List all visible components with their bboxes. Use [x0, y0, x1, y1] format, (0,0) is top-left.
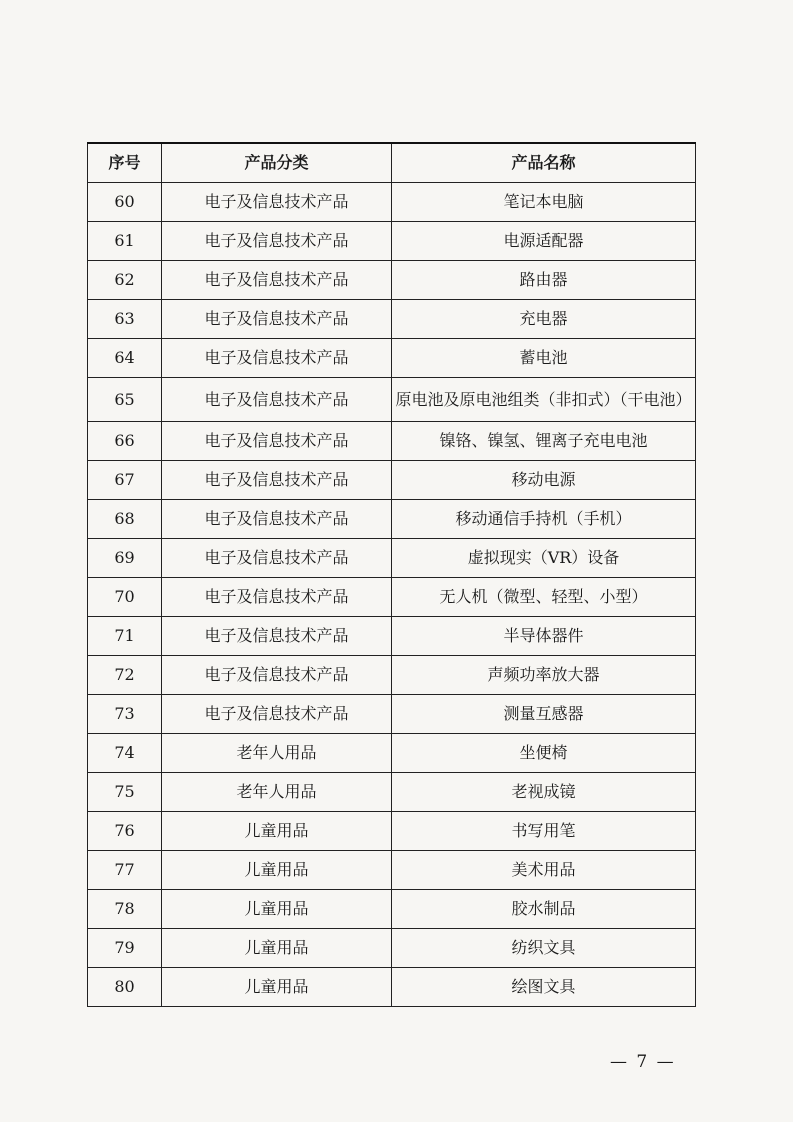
table-row	[88, 261, 696, 300]
cell-num: 63	[88, 300, 162, 339]
cell-category: 电子及信息技术产品	[162, 461, 392, 500]
cell-name: 老视成镜	[392, 773, 696, 812]
table-row	[88, 812, 696, 851]
table-row	[88, 890, 696, 929]
cell-name: 充电器	[392, 300, 696, 339]
cell-num: 66	[88, 422, 162, 461]
cell-num: 74	[88, 734, 162, 773]
cell-category: 电子及信息技术产品	[162, 578, 392, 617]
table-body	[88, 183, 696, 1007]
cell-category: 电子及信息技术产品	[162, 261, 392, 300]
cell-num: 62	[88, 261, 162, 300]
cell-category: 电子及信息技术产品	[162, 222, 392, 261]
table-row	[88, 378, 696, 422]
cell-num: 71	[88, 617, 162, 656]
table-row	[88, 339, 696, 378]
cell-name: 路由器	[392, 261, 696, 300]
cell-name: 电源适配器	[392, 222, 696, 261]
header-row	[88, 143, 696, 183]
cell-category: 电子及信息技术产品	[162, 300, 392, 339]
cell-name: 纺织文具	[392, 929, 696, 968]
cell-num: 65	[88, 378, 162, 422]
table-row	[88, 500, 696, 539]
cell-name: 镍铬、镍氢、锂离子充电电池	[392, 422, 696, 461]
cell-num: 72	[88, 656, 162, 695]
cell-name: 胶水制品	[392, 890, 696, 929]
cell-num: 73	[88, 695, 162, 734]
table-row	[88, 183, 696, 222]
cell-num: 64	[88, 339, 162, 378]
cell-name: 测量互感器	[392, 695, 696, 734]
cell-name: 半导体器件	[392, 617, 696, 656]
header-category: 产品分类	[162, 143, 392, 183]
table-row	[88, 851, 696, 890]
cell-category: 电子及信息技术产品	[162, 500, 392, 539]
table-row	[88, 734, 696, 773]
cell-name: 移动电源	[392, 461, 696, 500]
cell-category: 电子及信息技术产品	[162, 339, 392, 378]
table-row	[88, 578, 696, 617]
cell-category: 电子及信息技术产品	[162, 378, 392, 422]
header-name: 产品名称	[392, 143, 696, 183]
cell-num: 75	[88, 773, 162, 812]
cell-name: 美术用品	[392, 851, 696, 890]
cell-category: 老年人用品	[162, 734, 392, 773]
product-table	[87, 142, 696, 1007]
table-row	[88, 539, 696, 578]
cell-name: 声频功率放大器	[392, 656, 696, 695]
page-number: — 7 —	[610, 1052, 676, 1072]
cell-category: 电子及信息技术产品	[162, 617, 392, 656]
cell-num: 79	[88, 929, 162, 968]
cell-category: 电子及信息技术产品	[162, 539, 392, 578]
cell-name: 无人机（微型、轻型、小型）	[392, 578, 696, 617]
table-row	[88, 656, 696, 695]
table-row	[88, 617, 696, 656]
table-header	[88, 143, 696, 183]
cell-num: 78	[88, 890, 162, 929]
table-row	[88, 222, 696, 261]
cell-num: 76	[88, 812, 162, 851]
table-row	[88, 461, 696, 500]
cell-num: 80	[88, 968, 162, 1007]
cell-category: 儿童用品	[162, 890, 392, 929]
table-row	[88, 929, 696, 968]
cell-num: 68	[88, 500, 162, 539]
cell-num: 69	[88, 539, 162, 578]
cell-name: 虚拟现实（VR）设备	[392, 539, 696, 578]
cell-category: 老年人用品	[162, 773, 392, 812]
header-num: 序号	[88, 143, 162, 183]
cell-num: 70	[88, 578, 162, 617]
cell-num: 61	[88, 222, 162, 261]
cell-category: 电子及信息技术产品	[162, 183, 392, 222]
cell-name: 原电池及原电池组类（非扣式）（干电池）	[392, 378, 696, 422]
cell-name: 蓄电池	[392, 339, 696, 378]
table-row	[88, 422, 696, 461]
cell-name: 笔记本电脑	[392, 183, 696, 222]
table-row	[88, 773, 696, 812]
cell-num: 67	[88, 461, 162, 500]
cell-name: 移动通信手持机（手机）	[392, 500, 696, 539]
cell-name: 坐便椅	[392, 734, 696, 773]
table-row	[88, 968, 696, 1007]
cell-category: 电子及信息技术产品	[162, 695, 392, 734]
cell-category: 儿童用品	[162, 851, 392, 890]
cell-category: 儿童用品	[162, 812, 392, 851]
cell-category: 儿童用品	[162, 968, 392, 1007]
cell-category: 电子及信息技术产品	[162, 656, 392, 695]
cell-name: 绘图文具	[392, 968, 696, 1007]
cell-category: 儿童用品	[162, 929, 392, 968]
cell-num: 60	[88, 183, 162, 222]
cell-category: 电子及信息技术产品	[162, 422, 392, 461]
cell-num: 77	[88, 851, 162, 890]
cell-name: 书写用笔	[392, 812, 696, 851]
table-row	[88, 300, 696, 339]
table-row	[88, 695, 696, 734]
